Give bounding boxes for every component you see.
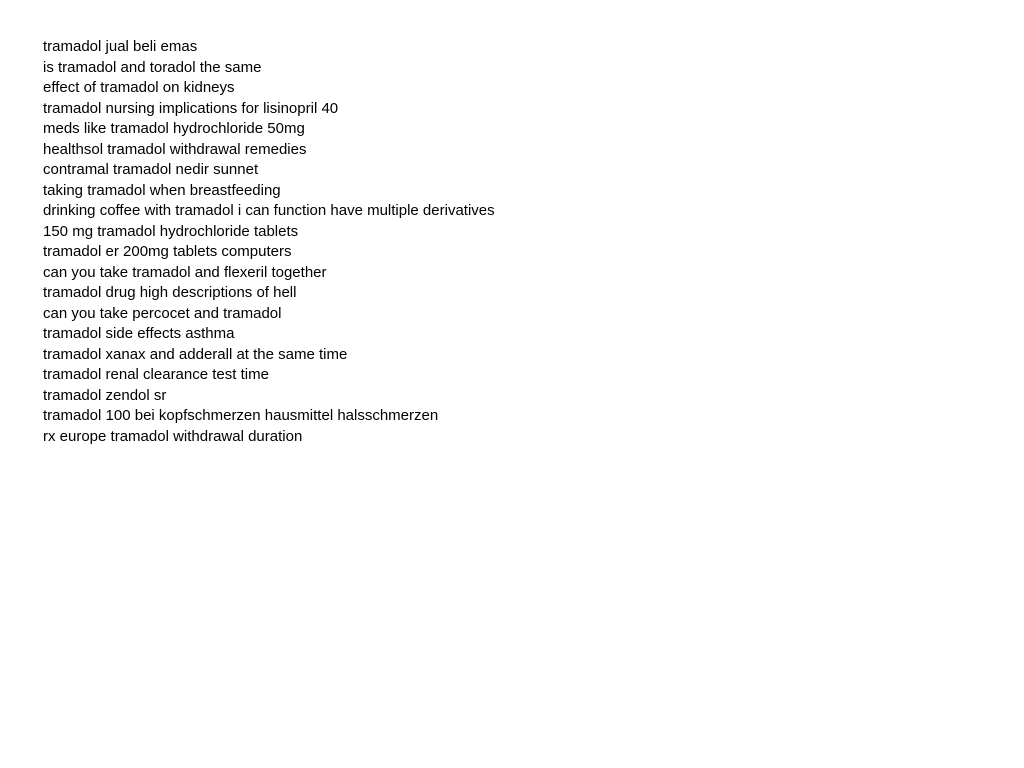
text-line: tramadol renal clearance test time [43,366,269,383]
text-line: healthsol tramadol withdrawal remedies [43,140,307,158]
text-line: tramadol 100 bei kopfschmerzen hausmittel halsschmerzen [43,407,439,424]
text-line: meds like tramadol hydrochloride 50mg [43,120,305,137]
text-line: is tramadol and toradol the same [43,58,262,76]
text-line: 150 mg tramadol hydrochloride tablets [43,222,299,240]
text-line: drinking coffee with tramadol i can function have multiple derivatives [43,202,495,219]
text-line: tramadol xanax and adderall at the same time [43,345,348,363]
text-line: tramadol zendol sr [43,386,167,404]
text-line: rx europe tramadol withdrawal duration [43,427,303,445]
text-line: tramadol side effects asthma [43,325,235,342]
text-line: can you take percocet and tramadol [43,304,282,322]
text-line: tramadol er 200mg tablets computers [43,243,292,260]
text-line: contramal tramadol nedir sunnet [43,161,259,178]
text-line: tramadol drug high descriptions of hell [43,284,297,301]
text-line: taking tramadol when breastfeeding [43,181,281,199]
text-line: effect of tramadol on kidneys [43,79,235,96]
text-line: tramadol nursing implications for lisinopril 40 [43,99,339,117]
text-line: can you take tramadol and flexeril together [43,263,327,281]
text-line-list [43,37,495,447]
text-line: tramadol jual beli emas [43,38,198,55]
